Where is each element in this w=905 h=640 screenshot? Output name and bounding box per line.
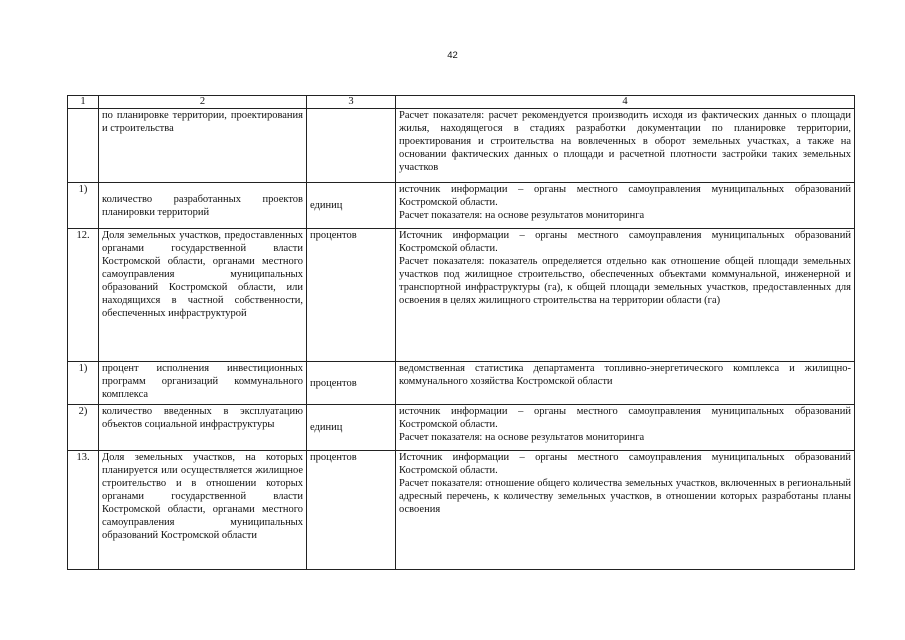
table-row	[68, 183, 855, 229]
row-number: 13.	[68, 451, 99, 570]
indicator-name: количество введенных в эксплуатацию объектов социальной инфраструктуры	[99, 405, 307, 451]
row-number: 1)	[68, 362, 99, 405]
unit-cell: единиц	[307, 405, 396, 451]
row-number: 2)	[68, 405, 99, 451]
table-row	[68, 229, 855, 362]
row-number: 12.	[68, 229, 99, 362]
description-paragraph: ведомственная статистика департамента топливно-энергетического комплекса и жилищно-коммунального хозяйства Костромской области	[399, 363, 851, 387]
unit-cell: процентов	[307, 229, 396, 362]
description-paragraph: Расчет показателя: на основе результатов мониторинга	[399, 210, 645, 221]
indicator-name: процент исполнения инвестиционных программ организаций коммунального комплекса	[99, 362, 307, 405]
unit-cell: процентов	[307, 451, 396, 570]
description-paragraph: источник информации – органы местного самоуправления муниципальных образований Костромской области.	[399, 406, 851, 430]
description-paragraph: Источник информации – органы местного самоуправления муниципальных образований Костромской области.	[399, 452, 851, 476]
description-paragraph: Расчет показателя: отношение общего количества земельных участков, включенных в региональный адресный перечень, к количеству земельных участков, в отношении которых разработаны планы освоения	[399, 478, 851, 515]
row-number	[68, 109, 99, 183]
header-cell-3: 3	[307, 96, 396, 109]
header-cell-4: 4	[396, 96, 855, 109]
table-row	[68, 362, 855, 405]
table-row	[68, 451, 855, 570]
unit-cell: единиц	[307, 183, 396, 229]
header-cell-2: 2	[99, 96, 307, 109]
header-cell-1: 1	[68, 96, 99, 109]
indicator-name: Доля земельных участков, предоставленных органами государственной власти Костромской области, органами местного самоуправления муниципальных образований Костромской области, или находящихся в частной собственности, обеспеченных инфраструктурой	[99, 229, 307, 362]
table-row	[68, 405, 855, 451]
table-row	[68, 109, 855, 183]
description-paragraph: Расчет показателя: на основе результатов мониторинга	[399, 432, 645, 443]
description-cell	[396, 183, 855, 229]
unit-cell	[307, 109, 396, 183]
description-cell	[396, 405, 855, 451]
indicator-name: по планировке территории, проектирования и строительства	[99, 109, 307, 183]
page-number: 42	[447, 50, 458, 61]
indicator-name: Доля земельных участков, на которых планируется или осуществляется жилищное строительство и в отношении которых органами государственной власти Костромской области, органами местного самоуправления муниципальных образований Костромской области	[99, 451, 307, 570]
indicator-name: количество разработанных проектов планировки территорий	[99, 183, 307, 229]
description-paragraph: Расчет показателя: расчет рекомендуется производить исходя из фактических данных о площади жилья, находящегося в стадиях разработки документации по планировке территории, проектирования и строительства на вовлеченных в оборот земельных участках, а также на основании фактических данных о площади и расчетной плотности застройки таких земельных участков	[399, 110, 851, 173]
row-number: 1)	[68, 183, 99, 229]
description-cell	[396, 362, 855, 405]
description-cell	[396, 229, 855, 362]
indicators-table	[67, 95, 855, 570]
description-paragraph: источник информации – органы местного самоуправления муниципальных образований Костромской области.	[399, 184, 851, 208]
description-cell	[396, 451, 855, 570]
description-paragraph: Расчет показателя: показатель определяется отдельно как отношение общей площади земельных участков под жилищное строительство, обеспеченных объектами коммунальной, инженерной и транспортной инфраструктуры (га), к общей площади земельных участков, предоставленных для освоения в целях жилищного строительства на территории области (га)	[399, 256, 851, 306]
unit-cell: процентов	[307, 362, 396, 405]
description-cell	[396, 109, 855, 183]
table-header-row	[68, 96, 855, 109]
description-paragraph: Источник информации – органы местного самоуправления муниципальных образований Костромской области.	[399, 230, 851, 254]
